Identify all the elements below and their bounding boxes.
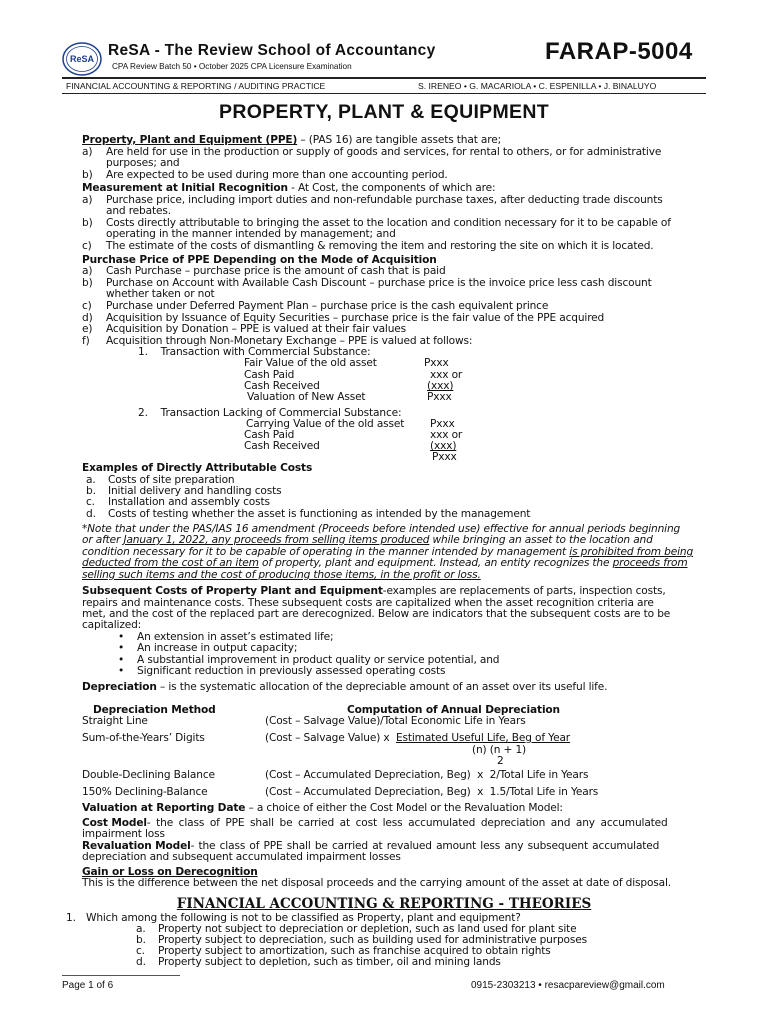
note-line3-underlined: is prohibited from being (569, 546, 694, 558)
header-rule (62, 77, 706, 79)
ppe-item-a-line2: purposes; and (106, 157, 180, 169)
depr-150db-label: 150% Declining-Balance (82, 786, 208, 798)
depr-ddb-formula: (Cost – Accumulated Depreciation, Beg) x 2/Total Life in Years (265, 769, 589, 781)
bullet-4: • (118, 665, 125, 677)
note-line2-a: or after (82, 534, 124, 546)
purchase-d-line1: Acquisition by Issuance of Equity Securities – purchase price is the fair value of the PPE acquired (106, 312, 605, 324)
measurement-a-label: a) (82, 194, 93, 206)
depr-syd-denominator2: 2 (497, 755, 504, 767)
note-line3-a: condition necessary for it to be capable of operating in the manner intended by management (82, 546, 570, 558)
purchase-f-label: f) (82, 335, 90, 347)
revaluation-model-term: Revaluation Model (82, 840, 191, 852)
measurement-a-line1: Purchase price, including import duties and non-refundable purchase taxes, after deducting trade discounts (106, 194, 663, 206)
question-1-number: 1. (66, 912, 76, 924)
purchase-c-line1: Purchase under Deferred Payment Plan – purchase price is the cash equivalent prince (106, 300, 549, 312)
t2-row1-label: Carrying Value of the old asset (246, 418, 405, 430)
measurement-b-line2: operating in the manner intended by management; and (106, 228, 396, 240)
bullet-1-text: An extension in asset’s estimated life; (137, 631, 334, 643)
example-a-label: a. (86, 474, 96, 486)
measurement-heading-term: Measurement at Initial Recognition (82, 182, 288, 194)
ppe-item-a-label: a) (82, 146, 93, 158)
ppe-item-a-line1: Are held for use in the production or supply of goods and services, for rental to others, or for administrative (106, 146, 662, 158)
t2-row1-value: Pxxx (430, 418, 455, 430)
document-code: FARAP-5004 (545, 38, 693, 65)
subsequent-line4: capitalized: (82, 619, 142, 631)
examples-heading: Examples of Directly Attributable Costs (82, 462, 313, 474)
valuation-heading: Valuation at Reporting Date (82, 802, 246, 814)
subsequent-line1 (82, 586, 666, 597)
ppe-item-b-line1: Are expected to be used during more than one accounting period. (106, 169, 448, 181)
authors-line: S. IRENEO • G. MACARIOLA • C. ESPENILLA • J. BINALUYO (418, 81, 657, 91)
t1-row3-label: Cash Received (244, 380, 320, 392)
t2-row3-value: (xxx) (430, 440, 457, 452)
measurement-b-line1: Costs directly attributable to bringing the asset to the location and condition necessary for it to be capable of (106, 217, 671, 229)
t2-row3-label: Cash Received (244, 440, 320, 452)
note-line1: *Note that under the PAS/IAS 16 amendment (Proceeds before intended use) effective for annual periods beginning (82, 523, 681, 535)
t1-row3-value: (xxx) (427, 380, 454, 392)
depreciation-def-text: – is the systematic allocation of the depreciable amount of an asset over its useful life. (156, 681, 608, 693)
depr-syd-numerator: Estimated Useful Life, Beg of Year (395, 732, 570, 744)
revaluation-model-text: - the class of PPE shall be carried at revalued amount less any subsequent accumulated (190, 840, 660, 852)
bullet-3-text: A substantial improvement in product quality or service potential, and (137, 654, 500, 666)
t2-row4-value: Pxxx (432, 451, 457, 463)
ppe-definition (82, 135, 501, 146)
brand-name: ReSA - The Review School of Accountancy (108, 42, 436, 59)
example-c-text: Installation and assembly costs (108, 496, 270, 508)
subsequent-line1-text: -examples are replacements of parts, inspection costs, (382, 585, 666, 597)
measurement-a-line2: and rebates. (106, 205, 171, 217)
depr-syd-formula-prefix: (Cost – Salvage Value) x (265, 732, 396, 744)
page-number: Page 1 of 6 (62, 980, 114, 991)
t1-row4-value: Pxxx (427, 391, 452, 403)
page-title: PROPERTY, PLANT & EQUIPMENT (219, 101, 549, 123)
purchase-b-line2: whether taken or not (106, 288, 215, 300)
ppe-term: Property, Plant and Equipment (PPE) (82, 134, 298, 146)
transaction1-title: 1. Transaction with Commercial Substance: (138, 346, 371, 358)
bullet-1: • (118, 631, 125, 643)
t1-row1-value: Pxxx (424, 357, 449, 369)
gain-loss-text: This is the difference between the net disposal proceeds and the carrying amount of the asset at date of disposal. (82, 877, 672, 889)
t2-row2-value: xxx or (430, 429, 463, 441)
choice-b-label: b. (136, 934, 146, 946)
contact-info: 0915-2303213 • resacpareview@gmail.com (471, 980, 665, 991)
bullet-3: • (118, 654, 125, 666)
valuation-definition (82, 803, 563, 814)
purchase-e-label: e) (82, 323, 93, 335)
depr-150db-formula: (Cost – Accumulated Depreciation, Beg) x 1.5/Total Life in Years (265, 786, 599, 798)
depr-sl-formula: (Cost – Salvage Value)/Total Economic Life in Years (265, 715, 526, 727)
depr-syd-denominator: (n) (n + 1) (472, 744, 527, 756)
purchase-e-line1: Acquisition by Donation – PPE is valued at their fair values (106, 323, 407, 335)
cost-model-term: Cost Model (82, 817, 147, 829)
purchase-heading: Purchase Price of PPE Depending on the Mode of Acquisition (82, 254, 437, 266)
note-line4-b: of property, plant and equipment. Instead, an entity recognizes the (258, 557, 613, 569)
measurement-heading (82, 183, 495, 194)
t1-row1-label: Fair Value of the old asset (244, 357, 377, 369)
measurement-intro: - At Cost, the components of which are: (287, 182, 496, 194)
purchase-a-line1: Cash Purchase – purchase price is the amount of cash that is paid (106, 265, 446, 277)
batch-info: CPA Review Batch 50 • October 2025 CPA Licensure Examination (112, 62, 352, 71)
resa-logo (62, 42, 102, 76)
purchase-b-label: b) (82, 277, 93, 289)
footer-rule (62, 975, 180, 976)
purchase-c-label: c) (82, 300, 92, 312)
t2-row2-label: Cash Paid (244, 429, 295, 441)
note-line5: selling such items and the cost of producing those items, in the profit or loss. (82, 569, 481, 581)
subsequent-line3: met, and the cost of the replaced part are derecognized. Below are indicators that the subsequent costs are to be (82, 608, 671, 620)
measurement-b-label: b) (82, 217, 93, 229)
theories-title: FINANCIAL ACCOUNTING & REPORTING - THEORIES (176, 896, 592, 912)
depr-syd-label: Sum-of-the-Years’ Digits (82, 732, 205, 744)
note-line2 (82, 535, 653, 546)
example-a-text: Costs of site preparation (108, 474, 235, 486)
note-line4-underlined: deducted from the cost of an item (82, 557, 259, 569)
bullet-2-text: An increase in output capacity; (137, 642, 298, 654)
example-b-text: Initial delivery and handling costs (108, 485, 282, 497)
depr-col-method-header: Depreciation Method (93, 704, 216, 716)
choice-c-label: c. (136, 945, 145, 957)
bullet-2: • (118, 642, 125, 654)
example-c-label: c. (86, 496, 95, 508)
choice-b-text: Property subject to depreciation, such as building used for administrative purposes (158, 934, 587, 946)
purchase-f-line1: Acquisition through Non-Monetary Exchange – PPE is valued at follows: (106, 335, 473, 347)
t1-row4-label: Valuation of New Asset (247, 391, 366, 403)
example-d-label: d. (86, 508, 96, 520)
purchase-a-label: a) (82, 265, 93, 277)
t1-row2-value: xxx or (430, 369, 463, 381)
ppe-item-b-label: b) (82, 169, 93, 181)
question-1-text: Which among the following is not to be classified as Property, plant and equipment? (86, 912, 521, 924)
choice-d-text: Property subject to depletion, such as timber, oil and mining lands (158, 956, 501, 968)
subheader-rule (62, 93, 706, 94)
revaluation-model-line2: depreciation and subsequent accumulated impairment losses (82, 851, 401, 863)
depr-syd-formula (265, 733, 570, 744)
ppe-def-text: – (PAS 16) are tangible assets that are; (297, 134, 502, 146)
gain-loss-heading: Gain or Loss on Derecognition (82, 866, 258, 878)
depreciation-definition (82, 682, 607, 693)
cost-model-line2: impairment loss (82, 828, 165, 840)
choice-a-text: Property not subject to depreciation or depletion, such as land used for plant site (158, 923, 577, 935)
choice-c-text: Property subject to amortization, such as franchise acquired to obtain rights (158, 945, 551, 957)
depr-sl-label: Straight Line (82, 715, 148, 727)
depr-ddb-label: Double-Declining Balance (82, 769, 215, 781)
subject-line: FINANCIAL ACCOUNTING & REPORTING / AUDITING PRACTICE (66, 81, 326, 91)
svg-text:ReSA: ReSA (69, 54, 95, 64)
measurement-c-label: c) (82, 240, 92, 252)
subsequent-heading: Subsequent Costs of Property Plant and Equipment (82, 585, 383, 597)
choice-a-label: a. (136, 923, 146, 935)
note-line4 (82, 558, 688, 569)
subsequent-line2: repairs and maintenance costs. These subsequent costs are capitalized when the asset recognition criteria are (82, 597, 654, 609)
note-line2-b: while bringing an asset to the location and (429, 534, 653, 546)
cost-model-text: - the class of PPE shall be carried at cost less accumulated depreciation and any accumulated (146, 817, 668, 829)
bullet-4-text: Significant reduction in previously assessed operating costs (137, 665, 446, 677)
purchase-d-label: d) (82, 312, 93, 324)
depreciation-term: Depreciation (82, 681, 157, 693)
valuation-def-text: – a choice of either the Cost Model or the Revaluation Model: (245, 802, 563, 814)
t1-row2-label: Cash Paid (244, 369, 295, 381)
note-line4-underlined2: proceeds from (612, 557, 688, 569)
transaction2-title: 2. Transaction Lacking of Commercial Substance: (138, 407, 402, 419)
purchase-b-line1: Purchase on Account with Available Cash Discount – purchase price is the invoice price less cash discount (106, 277, 652, 289)
note-line2-underlined: January 1, 2022, any proceeds from selling items produced (123, 534, 430, 546)
depr-col-computation-header: Computation of Annual Depreciation (347, 704, 560, 716)
choice-d-label: d. (136, 956, 146, 968)
example-d-text: Costs of testing whether the asset is functioning as intended by the management (108, 508, 531, 520)
example-b-label: b. (86, 485, 96, 497)
cost-model-line1 (82, 818, 668, 829)
measurement-c-line1: The estimate of the costs of dismantling & removing the item and restoring the site on which it is located. (106, 240, 654, 252)
